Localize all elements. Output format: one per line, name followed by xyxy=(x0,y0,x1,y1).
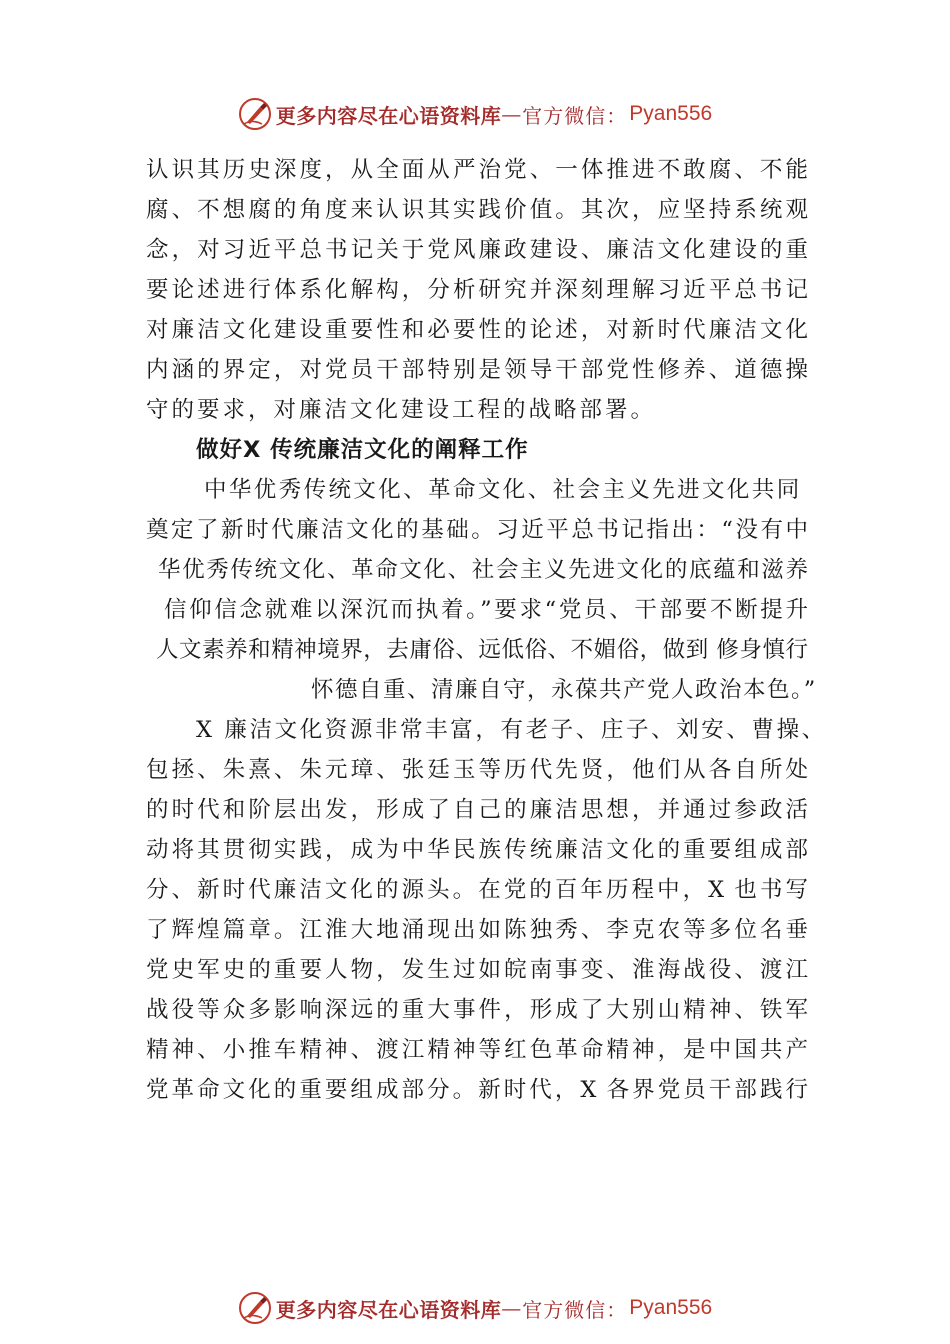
text-line: X 廉洁文化资源非常丰富，有老子、庄子、刘安、曹操、 xyxy=(196,717,827,743)
banner-dash: — xyxy=(501,1296,523,1320)
text-line: 内涵的界定，对党员干部特别是领导干部党性修养、道德操 xyxy=(146,357,808,383)
text-line: 人文素养和精神境界，去庸俗、远低俗、不媚俗，做到 修身慎行 xyxy=(156,637,808,663)
text-line: 党革命文化的重要组成部分。新时代，X 各界党员干部践行 xyxy=(146,1077,808,1103)
text-line: 动将其贯彻实践，成为中华民族传统廉洁文化的重要组成部 xyxy=(146,837,808,863)
text-line: 守的要求，对廉洁文化建设工程的战略部署。 xyxy=(146,397,657,423)
text-line: 华优秀传统文化、革命文化、社会主义先进文化的底蕴和滋养 xyxy=(158,557,808,583)
watermark-banner-bottom xyxy=(0,1288,950,1328)
pen-logo-icon xyxy=(238,97,272,131)
section-heading: 做好X 传统廉洁文化的阐释工作 xyxy=(196,437,529,463)
paragraph-3 xyxy=(146,710,827,1110)
banner-subtitle: 官方微信： xyxy=(522,103,628,128)
text-line: 信仰信念就难以深沉而执着。”要求“党员、干部要不断提升 xyxy=(164,597,808,623)
banner-title: 更多内容尽在心语资料库 xyxy=(275,1297,502,1322)
text-line: 分、新时代廉洁文化的源头。在党的百年历程中，X 也书写 xyxy=(146,877,808,903)
paragraph-quote xyxy=(146,470,817,710)
text-line: 腐、不想腐的角度来认识其实践价值。其次，应坚持系统观 xyxy=(146,197,808,223)
text-line: 的时代和阶层出发，形成了自己的廉洁思想，并通过参政活 xyxy=(146,797,808,823)
text-line: 党史军史的重要人物，发生过如皖南事变、淮海战役、渡江 xyxy=(146,957,808,983)
text-line: 战役等众多影响深远的重大事件，形成了大别山精神、铁军 xyxy=(146,997,808,1023)
text-line: 奠定了新时代廉洁文化的基础。习近平总书记指出：“没有中 xyxy=(146,517,808,543)
banner-dash: — xyxy=(501,102,523,126)
watermark-banner-top xyxy=(0,94,950,134)
banner-wechat-id: Pyan556 xyxy=(629,1296,713,1319)
text-line: 中华优秀传统文化、革命文化、社会主义先进文化共同 xyxy=(204,477,802,503)
text-line: 要论述进行体系化解构，分析研究并深刻理解习近平总书记 xyxy=(146,277,808,303)
banner-wechat-id: Pyan556 xyxy=(629,102,713,125)
text-line: 认识其历史深度，从全面从严治党、一体推进不敢腐、不能 xyxy=(146,157,808,183)
pen-logo-icon xyxy=(238,1291,272,1325)
text-line: 精神、小推车精神、渡江精神等红色革命精神，是中国共产 xyxy=(146,1037,808,1063)
banner-subtitle: 官方微信： xyxy=(522,1297,628,1322)
banner-title: 更多内容尽在心语资料库 xyxy=(275,103,502,128)
document-body xyxy=(146,150,827,1110)
text-line: 念，对习近平总书记关于党风廉政建设、廉洁文化建设的重 xyxy=(146,237,808,263)
text-line: 包拯、朱熹、朱元璋、张廷玉等历代先贤，他们从各自所处 xyxy=(146,757,808,783)
paragraph-1 xyxy=(146,150,808,430)
text-line: 对廉洁文化建设重要性和必要性的论述，对新时代廉洁文化 xyxy=(146,317,808,343)
text-line: 了辉煌篇章。江淮大地涌现出如陈独秀、李克农等多位名垂 xyxy=(146,917,808,943)
text-line: 怀德自重、清廉自守，永葆共产党人政治本色。” xyxy=(311,677,817,703)
